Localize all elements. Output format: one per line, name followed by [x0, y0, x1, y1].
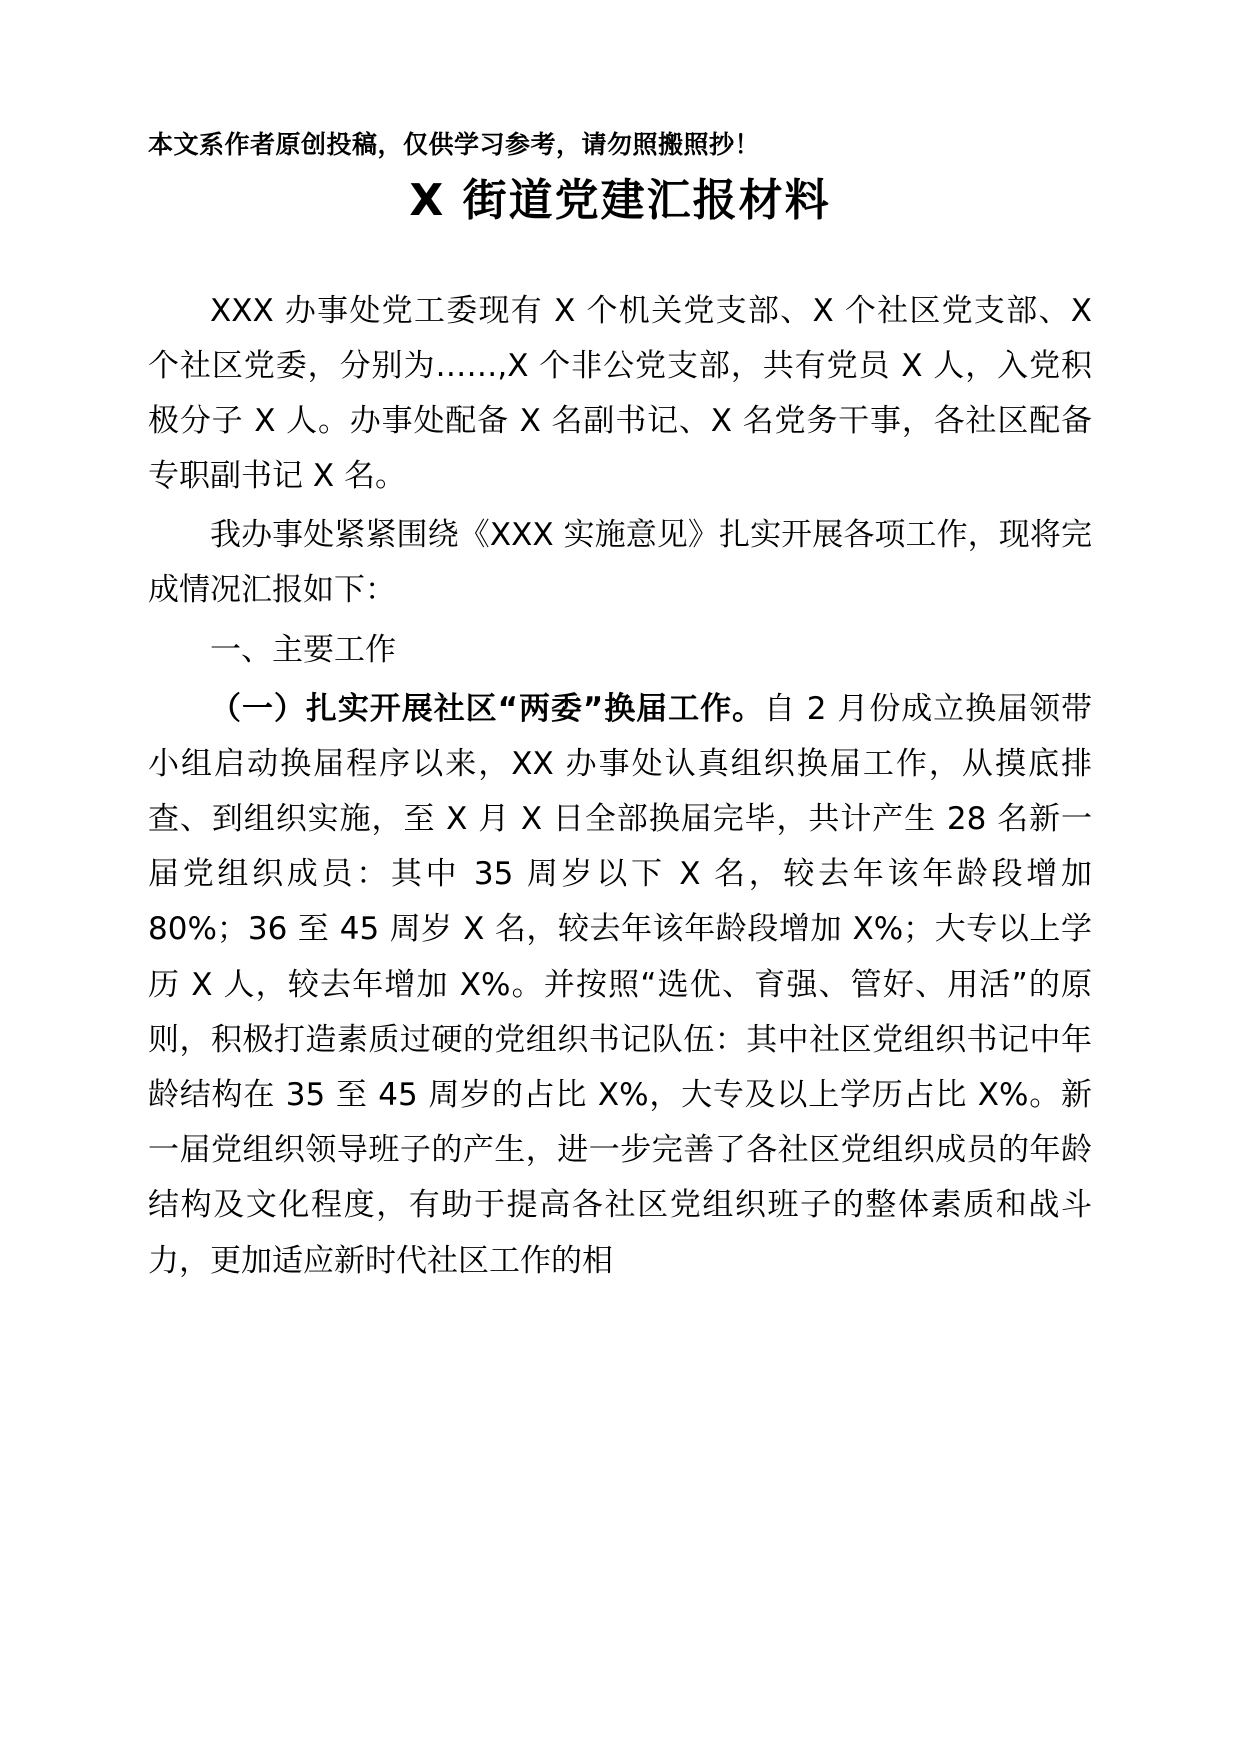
subsection-1-lead: （一）扎实开展社区“两委”换届工作。 — [210, 690, 764, 727]
paragraph-intro-scope: 我办事处紧紧围绕《XXX 实施意见》扎实开展各项工作，现将完成情况汇报如下： — [148, 517, 1092, 609]
section-heading-main-work: 一、主要工作 — [210, 631, 396, 668]
page-title: X 街道党建汇报材料 — [409, 175, 831, 226]
paragraph-subsection-1 — [148, 682, 1092, 1289]
copyright-notice: 本文系作者原创投稿，仅供学习参考，请勿照搬照抄！ — [148, 130, 761, 159]
subsection-1-body: 自 2 月份成立换届领带小组启动换届程序以来，XX 办事处认真组织换届工作，从摸底排查、到组织实施，至 X 月 X 日全部换届完毕，共计产生 28 名新一届党组织成员：其中 35 周岁以下 X 名，较去年该年龄段增加 80%；36 至 45 周岁 X 名，较去年该年龄段增加 X%；大专以上学历 X 人，较去年增加 X%。并按照“选优、育强、管好、用活”的原则，积极打造素质过硬的党组织书记队伍：其中社区党组织书记中年龄结构在 35 至 45 周岁的占比 X%，大专及以上学历占比 X%。新一届党组织领导班子的产生，进一步完善了各社区党组织成员的年龄结构及文化程度，有助于提高各社区党组织班子的整体素质和战斗力，更加适应新时代社区工作的相 — [148, 690, 1092, 1279]
paragraph-intro-overview: XXX 办事处党工委现有 X 个机关党支部、X 个社区党支部、X 个社区党委，分别为……,X 个非公党支部，共有党员 X 人，入党积极分子 X 人。办事处配备 X 名副书记、X 名党务干事，各社区配备专职副书记 X 名。 — [148, 292, 1092, 495]
